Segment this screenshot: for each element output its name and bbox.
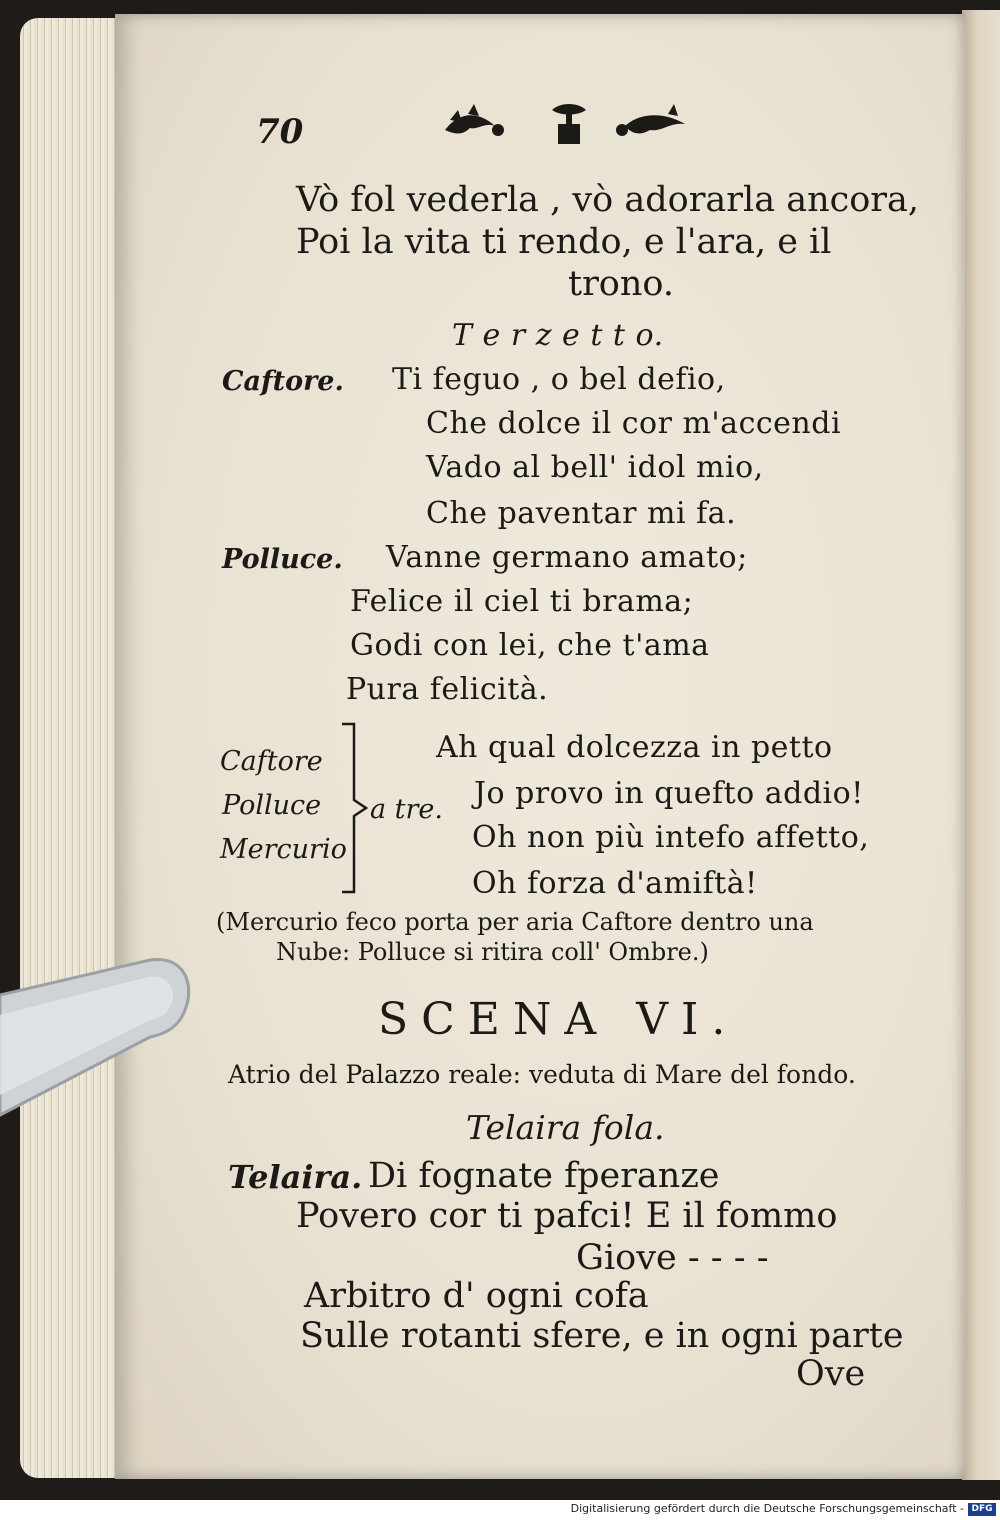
polluce-line: Vanne germano amato; (386, 540, 748, 575)
telaira-line: Ove (796, 1354, 866, 1394)
telaira-line: Arbitro d' ogni cofa (304, 1276, 649, 1316)
terzetto-title: T e r z e t t o. (452, 318, 664, 353)
trio-line: Jo provo in quefto addio! (474, 776, 864, 811)
speaker-telaira: Telaira. (228, 1158, 363, 1196)
polluce-line: Felice il ciel ti brama; (350, 584, 694, 619)
scene-setting: Atrio del Palazzo reale: veduta di Mare del fondo. (228, 1060, 856, 1089)
footer-credit: Digitalisierung gefördert durch die Deutsche Forschungsgemeinschaft - (570, 1502, 964, 1515)
page-number: 70 (256, 112, 304, 152)
polluce-line: Pura felicità. (346, 672, 549, 707)
a-tre-label: a tre. (370, 794, 443, 825)
castore-line: Che dolce il cor m'accendi (426, 406, 842, 441)
trio-line: Oh forza d'amiftà! (472, 866, 758, 901)
castore-line: Che paventar mi fa. (426, 496, 737, 531)
page-edges (20, 18, 130, 1478)
verse-line: Poi la vita ti rendo, e l'ara, e il (296, 222, 832, 262)
footer-bar (0, 1500, 1000, 1520)
telaira-line: Giove - - - - (576, 1238, 769, 1278)
speaker-castore: Caftore. (222, 366, 344, 397)
trio-speaker: Polluce (222, 790, 322, 821)
facing-page-edge (962, 10, 1000, 1480)
scene-heading: SCENA VI. (378, 994, 739, 1045)
speaker-polluce: Polluce. (222, 544, 343, 575)
telaira-line: Di fognate fperanze (368, 1156, 720, 1196)
trio-line: Ah qual dolcezza in petto (436, 730, 833, 765)
verse-line: trono. (568, 264, 674, 304)
polluce-line: Godi con lei, che t'ama (350, 628, 710, 663)
trio-line: Oh non più intefo affetto, (472, 820, 870, 855)
castore-line: Ti feguo , o bel defio, (392, 362, 726, 397)
stage-direction: (Mercurio feco porta per aria Caftore dentro una (216, 908, 814, 936)
dfg-logo: DFG (968, 1503, 996, 1516)
telaira-line: Povero cor ti pafci! E il fommo (296, 1196, 838, 1236)
telaira-line: Sulle rotanti sfere, e in ogni parte (300, 1316, 904, 1356)
scene-characters: Telaira fola. (466, 1108, 665, 1147)
castore-line: Vado al bell' idol mio, (426, 450, 764, 485)
stage-direction: Nube: Polluce si ritira coll' Ombre.) (276, 938, 709, 966)
page-holder-clip (0, 955, 195, 1125)
trio-speaker: Caftore (220, 746, 323, 777)
trio-speaker: Mercurio (220, 834, 347, 865)
floral-vignette-icon (440, 100, 690, 152)
verse-line: Vò fol vederla , vò adorarla ancora, (296, 180, 920, 220)
